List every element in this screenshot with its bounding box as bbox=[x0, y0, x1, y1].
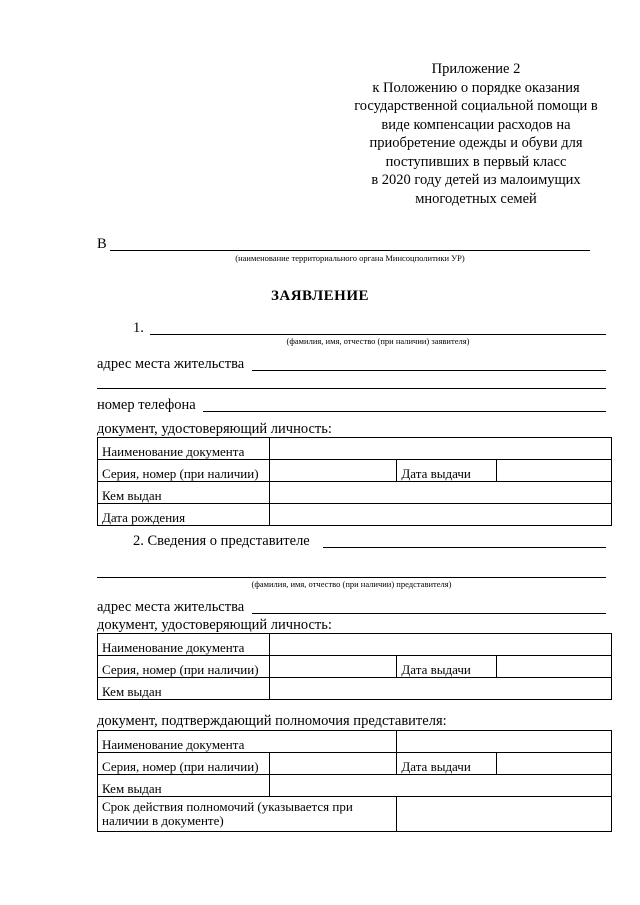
issued-by-label: Кем выдан bbox=[98, 482, 270, 504]
series-label: Серия, номер (при наличии) bbox=[98, 753, 270, 775]
appendix-line: Приложение 2 bbox=[431, 61, 521, 77]
table-row bbox=[98, 775, 612, 797]
appendix-header bbox=[340, 60, 612, 208]
issued-by-label: Кем выдан bbox=[98, 678, 270, 700]
issued-by-label: Кем выдан bbox=[98, 775, 270, 797]
addressee-prefix: В bbox=[97, 236, 107, 252]
doc-name-value[interactable] bbox=[269, 634, 611, 656]
table-row bbox=[98, 753, 612, 775]
issue-date-value[interactable] bbox=[497, 656, 612, 678]
validity-value[interactable] bbox=[397, 797, 612, 832]
birth-date-label: Дата рождения bbox=[98, 504, 270, 526]
doc-name-value[interactable] bbox=[397, 731, 612, 753]
applicant-address-field-2[interactable] bbox=[97, 388, 606, 389]
applicant-address-label: адрес места жительства bbox=[97, 356, 245, 372]
applicant-phone-label: номер телефона bbox=[97, 397, 196, 413]
representative-heading: 2. Сведения о представителе bbox=[133, 533, 310, 549]
representative-name-caption: (фамилия, имя, отчество (при наличии) представителя) bbox=[251, 579, 452, 589]
issue-date-label: Дата выдачи bbox=[397, 656, 497, 678]
representative-name-field[interactable] bbox=[97, 577, 606, 578]
appendix-line: поступивших в первый класс bbox=[385, 153, 567, 170]
applicant-number: 1. bbox=[133, 320, 144, 336]
doc-name-value[interactable] bbox=[269, 438, 611, 460]
applicant-address-field[interactable] bbox=[252, 370, 606, 371]
issued-by-value[interactable] bbox=[269, 678, 611, 700]
appendix-line: в 2020 году детей из малоимущих bbox=[371, 172, 581, 188]
doc-name-label: Наименование документа bbox=[98, 634, 270, 656]
doc-name-label: Наименование документа bbox=[98, 731, 397, 753]
series-value[interactable] bbox=[269, 656, 397, 678]
document-title: ЗАЯВЛЕНИЕ bbox=[270, 288, 370, 304]
appendix-line: к Положению о порядке оказания bbox=[372, 79, 580, 96]
applicant-id-table bbox=[97, 437, 612, 526]
appendix-line: виде компенсации расходов на bbox=[381, 116, 571, 133]
applicant-name-field[interactable] bbox=[150, 334, 606, 335]
representative-id-table bbox=[97, 633, 612, 700]
table-row bbox=[98, 504, 612, 526]
representative-id-heading: документ, удостоверяющий личность: bbox=[97, 617, 332, 633]
appendix-line: приобретение одежды и обуви для bbox=[369, 135, 583, 151]
appendix-line: многодетных семей bbox=[415, 190, 537, 207]
birth-date-value[interactable] bbox=[269, 504, 611, 526]
addressee-caption: (наименование территориального органа Минсоцполитики УР) bbox=[235, 253, 465, 263]
issue-date-value[interactable] bbox=[497, 753, 612, 775]
applicant-name-caption: (фамилия, имя, отчество (при наличии) заявителя) bbox=[286, 336, 470, 346]
issued-by-value[interactable] bbox=[269, 775, 611, 797]
table-row bbox=[98, 797, 612, 832]
table-row bbox=[98, 460, 612, 482]
series-value[interactable] bbox=[269, 753, 397, 775]
authority-table bbox=[97, 730, 612, 832]
table-row bbox=[98, 438, 612, 460]
issue-date-label: Дата выдачи bbox=[397, 753, 497, 775]
table-row bbox=[98, 634, 612, 656]
applicant-id-heading: документ, удостоверяющий личность: bbox=[97, 421, 332, 437]
table-row bbox=[98, 656, 612, 678]
representative-field[interactable] bbox=[323, 547, 606, 548]
table-row bbox=[98, 678, 612, 700]
representative-address-label: адрес места жительства bbox=[97, 599, 245, 615]
doc-name-label: Наименование документа bbox=[98, 438, 270, 460]
series-label: Серия, номер (при наличии) bbox=[98, 460, 270, 482]
series-value[interactable] bbox=[269, 460, 397, 482]
applicant-phone-field[interactable] bbox=[203, 411, 606, 412]
appendix-line: государственной социальной помощи в bbox=[354, 98, 598, 114]
representative-address-field[interactable] bbox=[252, 613, 606, 614]
table-row bbox=[98, 731, 612, 753]
table-row bbox=[98, 482, 612, 504]
issue-date-label: Дата выдачи bbox=[397, 460, 497, 482]
issued-by-value[interactable] bbox=[269, 482, 611, 504]
addressee-field[interactable] bbox=[110, 250, 590, 251]
authority-heading: документ, подтверждающий полномочия представителя: bbox=[97, 713, 447, 729]
series-label: Серия, номер (при наличии) bbox=[98, 656, 270, 678]
validity-label: Срок действия полномочий (указывается при наличии в документе) bbox=[98, 797, 397, 832]
issue-date-value[interactable] bbox=[497, 460, 612, 482]
